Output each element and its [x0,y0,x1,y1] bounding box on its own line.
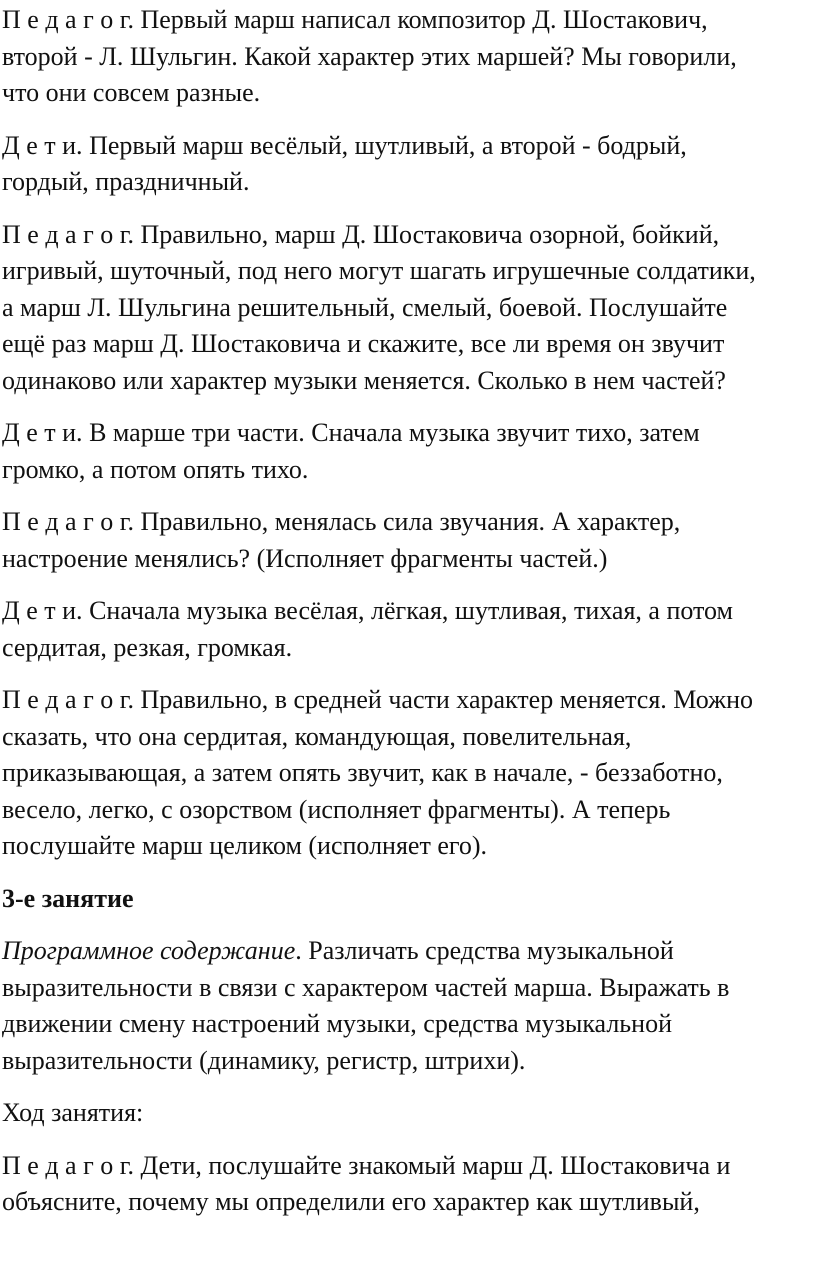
paragraph-children-2 [2,415,816,488]
text-line: сказать, что она сердитая, командующая, повелительная, [2,721,632,751]
text-line: Д е т и. Сначала музыка весёлая, лёгкая, шутливая, тихая, а потом [2,596,734,625]
speaker-label: П е д а г о г. [2,5,134,34]
text-line: выразительности (динамику, регистр, штрихи). [2,1045,526,1075]
paragraph-teacher-2 [2,217,816,400]
speaker-label: Д е т и. [2,596,83,625]
text-line: выразительности в связи с характером частей марша. Выражать в [2,972,730,1002]
speaker-label: П е д а г о г. [2,685,134,714]
paragraph-teacher-5 [2,1148,816,1221]
paragraph-teacher-1 [2,2,816,112]
text-line: громко, а потом опять тихо. [2,454,309,484]
text-line: второй - Л. Шульгин. Какой характер этих маршей? Мы говорили, [2,41,737,71]
speaker-label: Д е т и. [2,418,83,447]
text-line: объясните, почему мы определили его характер как шутливый, [2,1187,700,1216]
text-line: П е д а г о г. Правильно, менялась сила звучания. А характер, [2,507,681,536]
speaker-label: Д е т и. [2,130,83,160]
paragraph-children-1 [2,128,816,201]
text-line: Ход занятия: [2,1098,144,1127]
text-line: ещё раз марш Д. Шостаковича и скажите, все ли время он звучит [2,329,725,358]
text-line: П е д а г о г. Дети, послушайте знакомый марш Д. Шостаковича и [2,1150,731,1180]
text-line: Д е т и. Первый марш весёлый, шутливый, а второй - бодрый, [2,130,687,160]
text-line: гордый, праздничный. [2,167,250,196]
section-heading: 3-е занятие [2,883,134,913]
text-line: настроение менялись? (Исполняет фрагменты частей.) [2,543,608,573]
text-line: а марш Л. Шульгина решительный, смелый, боевой. Послушайте [2,292,728,322]
text-line: одинаково или характер музыки меняется. Сколько в нем частей? [2,365,726,395]
text-line: игривый, шуточный, под него могут шагать игрушечные солдатики, [2,256,756,285]
text-line: движении смену настроений музыки, средства музыкальной [2,1009,672,1038]
text-line: Д е т и. В марше три части. Сначала музыка звучит тихо, затем [2,418,700,447]
text-line: П е д а г о г. Правильно, в средней части характер меняется. Можно [2,685,753,714]
paragraph-teacher-3 [2,504,816,577]
text-line: П е д а г о г. Первый марш написал композитор Д. Шостакович, [2,5,708,34]
text-line: сердитая, резкая, громкая. [2,632,293,662]
speaker-label: П е д а г о г. [2,219,134,249]
text-line: весело, легко, с озорством (исполняет фрагменты). А теперь [2,794,671,824]
text-line: послушайте марш целиком (исполняет его). [2,831,488,860]
paragraph-teacher-4 [2,682,816,865]
paragraph-children-3 [2,593,816,666]
paragraph-program-content [2,933,816,1079]
program-content-label: Программное содержание [2,936,296,965]
speaker-label: П е д а г о г. [2,1150,134,1180]
text-line: Программное содержание. Различать средства музыкальной [2,936,674,965]
text-line: П е д а г о г. Правильно, марш Д. Шостаковича озорной, бойкий, [2,219,720,249]
paragraph-lesson-course [2,1095,816,1132]
speaker-label: П е д а г о г. [2,507,134,536]
text-line: что они совсем разные. [2,78,261,107]
text-line: приказывающая, а затем опять звучит, как в начале, - беззаботно, [2,758,723,787]
